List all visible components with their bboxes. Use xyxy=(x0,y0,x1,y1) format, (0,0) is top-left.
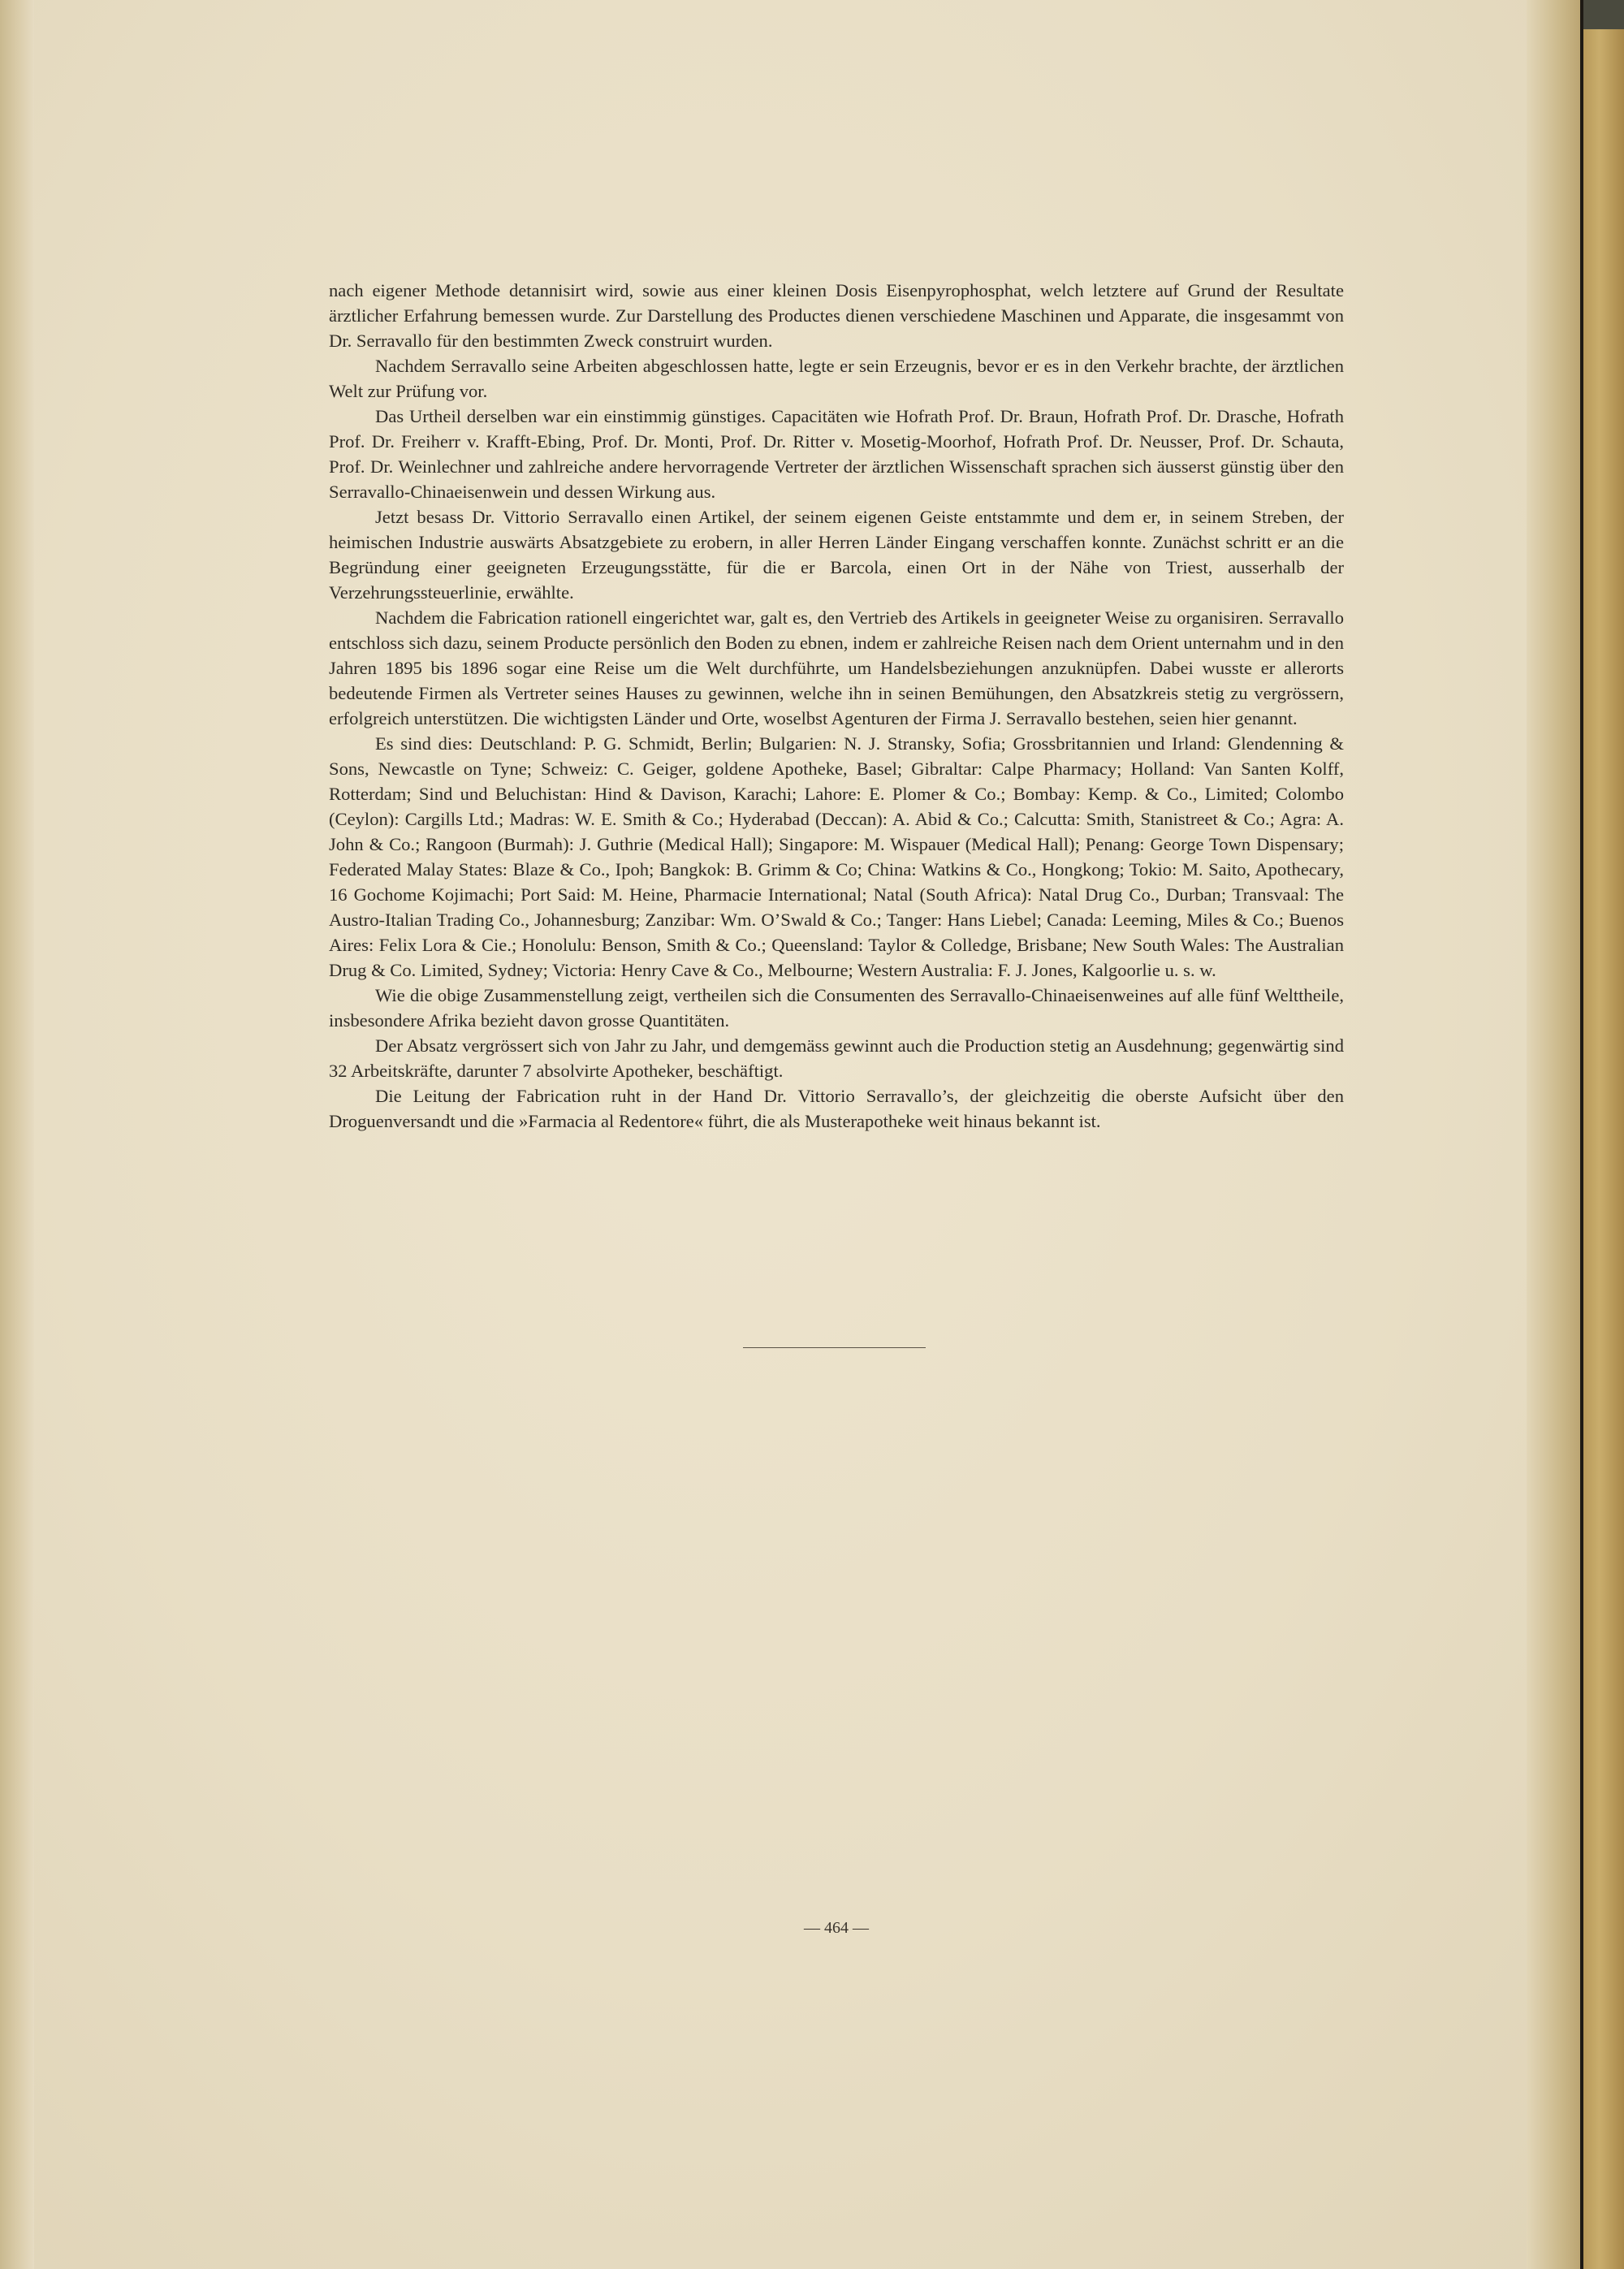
paragraph: Jetzt besass Dr. Vittorio Serravallo einen Artikel, der seinem eigenen Geiste entstammte und dem er, in seinem Streben, der heimischen Industrie auswärts Absatzgebiete zu erobern, in aller Herren Länder Eingang verschaffen konnte. Zunächst schritt er an die Begründung einer geeigneten Erzeugungsstätte, für die er Barcola, einen Ort in der Nähe von Triest, ausserhalb der Verzehrungssteuerlinie, erwählte. xyxy=(329,507,1344,603)
binding-corner xyxy=(1583,0,1624,29)
binding-spine-strip xyxy=(1583,0,1624,2269)
body-text xyxy=(329,278,1344,1134)
paragraph-continuation: nach eigener Methode detannisirt wird, sowie aus einer kleinen Dosis Eisenpyrophosphat, welch letztere auf Grund der Resultate ärztlicher Erfahrung bemessen wurde. Zur Darstellung des Productes dienen verschiedene Maschinen und Apparate, die insgesammt von Dr. Serravallo für den bestimmten Zweck construirt wurden. xyxy=(329,280,1344,351)
paragraph: Das Urtheil derselben war ein einstimmig günstiges. Capacitäten wie Hofrath Prof. Dr. Braun, Hofrath Prof. Dr. Drasche, Hofrath Prof. Dr. Freiherr v. Krafft-Ebing, Prof. Dr. Monti, Prof. Dr. Ritter v. Mosetig-Moorhof, Hofrath Prof. Dr. Neusser, Prof. Dr. Schauta, Prof. Dr. Weinlechner und zahlreiche andere hervorragende Vertreter der ärztlichen Wissenschaft sprachen sich äusserst günstig über den Serravallo-Chinaeisenwein und dessen Wirkung aus. xyxy=(329,406,1344,502)
section-divider-rule xyxy=(743,1347,926,1348)
page-left-edge xyxy=(0,0,34,2269)
page-right-fold-shadow xyxy=(1527,0,1583,2269)
paragraph: Die Leitung der Fabrication ruht in der Hand Dr. Vittorio Serravallo’s, der gleichzeitig die oberste Aufsicht über den Droguenversandt und die »Farmacia al Redentore« führt, die als Musterapotheke weit hinaus bekannt ist. xyxy=(329,1086,1344,1131)
page-number: — 464 — xyxy=(804,1919,869,1937)
paragraph: Nachdem Serravallo seine Arbeiten abgeschlossen hatte, legte er sein Erzeugnis, bevor er es in den Verkehr brachte, der ärztlichen Welt zur Prüfung vor. xyxy=(329,356,1344,401)
paragraph-agencies-list: Es sind dies: Deutschland: P. G. Schmidt, Berlin; Bulgarien: N. J. Stransky, Sofia; Grossbritannien und Irland: Glendenning & Sons, Newcastle on Tyne; Schweiz: C. Geiger, goldene Apotheke, Basel; Gibraltar: Calpe Pharmacy; Holland: Van Santen Kolff, Rotterdam; Sind und Beluchistan: Hind & Davison, Karachi; Lahore: E. Plomer & Co.; Bombay: Kemp. & Co., Limited; Colombo (Ceylon): Cargills Ltd.; Madras: W. E. Smith & Co.; Hyderabad (Deccan): A. Abid & Co.; Calcutta: Smith, Stanistreet & Co.; Agra: A. John & Co.; Rangoon (Burmah): J. Guthrie (Medical Hall); Singapore: M. Wispauer (Medical Hall); Penang: George Town Dispensary; Federated Malay States: Blaze & Co., Ipoh; Bangkok: B. Grimm & Co; China: Watkins & Co., Hongkong; Tokio: M. Saito, Apothecary, 16 Gochome Kojimachi; Port Said: M. Heine, Pharmacie International; Natal (South Africa): Natal Drug Co., Durban; Transvaal: The Austro-Italian Trading Co., Johannesburg; Zanzibar: Wm. O’Swald & Co.; Tanger: Hans Liebel; Canada: Leeming, Miles & Co.; Buenos Aires: Felix Lora & Cie.; Honolulu: Benson, Smith & Co.; Queensland: Taylor & Colledge, Brisbane; New South Wales: The Australian Drug & Co. Limited, Sydney; Victoria: Henry Cave & Co., Melbourne; Western Australia: F. J. Jones, Kalgoorlie u. s. w. xyxy=(329,733,1344,980)
paragraph: Wie die obige Zusammenstellung zeigt, vertheilen sich die Consumenten des Serravallo-Chinaeisenweines auf alle fünf Welttheile, insbesondere Afrika bezieht davon grosse Quantitäten. xyxy=(329,985,1344,1031)
paragraph: Nachdem die Fabrication rationell eingerichtet war, galt es, den Vertrieb des Artikels in geeigneter Weise zu organisiren. Serravallo entschloss sich dazu, seinem Producte persönlich den Boden zu ebnen, indem er zahlreiche Reisen nach dem Orient unternahm und in den Jahren 1895 bis 1896 sogar eine Reise um die Welt durchführte, um Handelsbeziehungen anzuknüpfen. Dabei wusste er allerorts bedeutende Firmen als Vertreter seines Hauses zu gewinnen, welche ihn in seinen Bemühungen, den Absatzkreis stetig zu vergrössern, erfolgreich unterstützen. Die wichtigsten Länder und Orte, woselbst Agenturen der Firma J. Serravallo bestehen, seien hier genannt. xyxy=(329,607,1344,728)
paragraph: Der Absatz vergrössert sich von Jahr zu Jahr, und demgemäss gewinnt auch die Production stetig an Ausdehnung; gegenwärtig sind 32 Arbeitskräfte, darunter 7 absolvirte Apotheker, beschäftigt. xyxy=(329,1035,1344,1081)
